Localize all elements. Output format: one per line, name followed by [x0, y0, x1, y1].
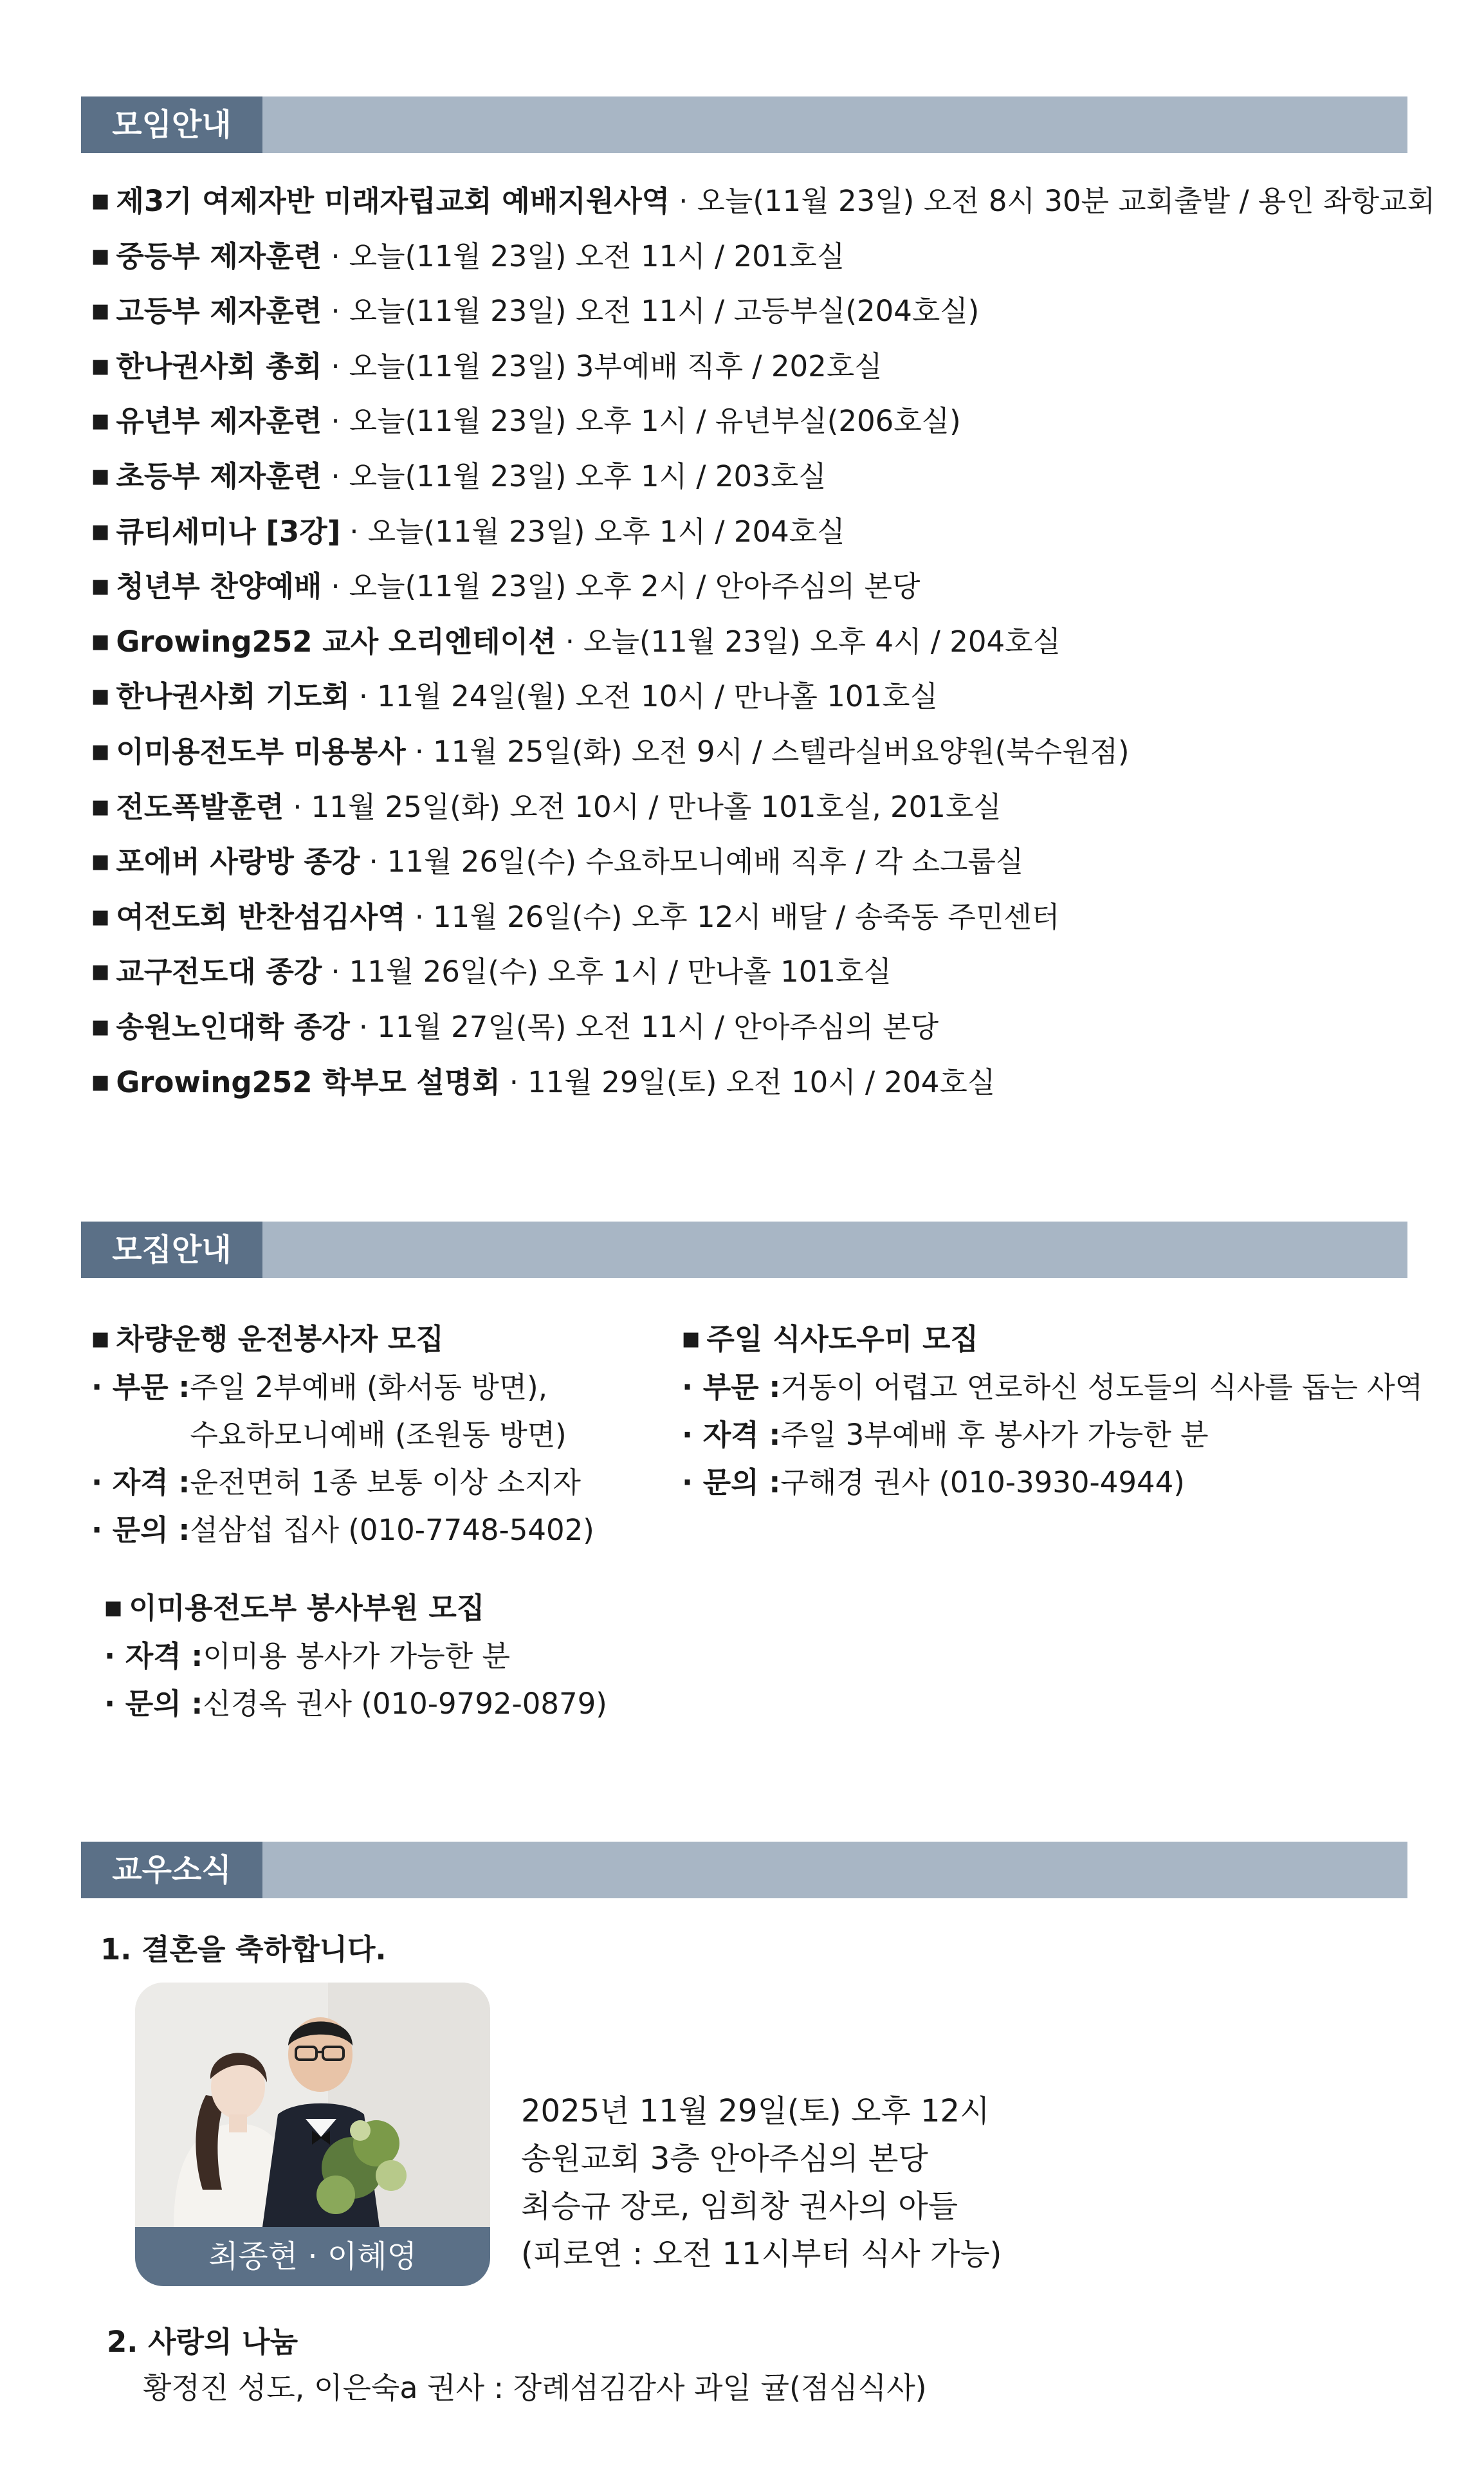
separator-dot: ·: [565, 624, 574, 659]
recruit-row: [682, 1459, 1423, 1507]
section-header-recruit: [81, 1222, 1407, 1278]
separator-dot: ·: [331, 239, 340, 273]
meeting-name: 고등부 제자훈련: [116, 294, 322, 329]
recruit-title: [104, 1584, 607, 1633]
wedding-line: (피로연 : 오전 11시부터 식사 가능): [521, 2236, 1002, 2272]
meeting-detail: 오늘(11월 23일) 오전 11시 / 고등부실(204호실): [349, 294, 980, 329]
meeting-item: [91, 1000, 1429, 1055]
bullet-square-icon: ■: [91, 410, 110, 433]
meeting-list: [91, 174, 1436, 1110]
meeting-detail: 11월 25일(화) 오전 10시 / 만나홀 101호실, 201호실: [311, 789, 1002, 824]
meeting-name: 청년부 찬양예배: [116, 569, 322, 604]
separator-dot: ·: [331, 349, 340, 383]
meeting-item: [91, 614, 1429, 670]
meeting-item: [91, 174, 1436, 229]
meeting-detail: 오늘(11월 23일) 오전 8시 30분 교회출발 / 용인 좌항교회: [697, 184, 1436, 218]
wedding-photo: [135, 1983, 490, 2286]
recruit-row-value: 주일 2부예배 (화서동 방면),: [190, 1370, 548, 1404]
wedding-line: 송원교회 3층 안아주심의 본당: [521, 2141, 928, 2177]
separator-dot: ·: [358, 679, 369, 714]
recruit-row-values: [190, 1507, 594, 1554]
bullet-square-icon: ■: [91, 1328, 110, 1350]
recruit-title-text: 이미용전도부 봉사부원 모집: [129, 1591, 485, 1625]
recruit-row: [682, 1364, 1423, 1411]
recruit-row-label: · 문의 :: [682, 1465, 781, 1499]
meeting-item: [91, 229, 1429, 284]
recruit-row-label: · 문의 :: [91, 1513, 190, 1547]
meeting-item: [91, 559, 1429, 614]
recruit-driver-volunteers: [91, 1315, 594, 1554]
meeting-detail: 오늘(11월 23일) 오전 11시 / 201호실: [349, 239, 845, 273]
meeting-detail: 11월 29일(토) 오전 10시 / 204호실: [527, 1065, 996, 1099]
recruit-row-value: 수요하모니예배 (조원동 방면): [190, 1418, 567, 1452]
meeting-item: [91, 724, 1429, 780]
recruit-row-values: [780, 1364, 1423, 1411]
bullet-square-icon: ■: [91, 520, 110, 543]
bullet-square-icon: ■: [91, 244, 110, 268]
separator-dot: ·: [331, 955, 340, 989]
meeting-detail: 오늘(11월 23일) 3부예배 직후 / 202호실: [349, 349, 883, 383]
separator-dot: ·: [414, 899, 425, 934]
recruit-row: [91, 1507, 594, 1554]
recruit-row-label: · 자격 :: [91, 1465, 190, 1499]
meeting-detail: 오늘(11월 23일) 오후 4시 / 204호실: [583, 624, 1061, 659]
recruit-title-text: 차량운행 운전봉사자 모집: [116, 1322, 444, 1356]
separator-dot: ·: [331, 294, 340, 329]
meeting-detail: 11월 27일(목) 오전 11시 / 안아주심의 본당: [377, 1009, 939, 1044]
recruit-title: [682, 1315, 1423, 1364]
meeting-name: Growing252 교사 오리엔테이션: [116, 624, 556, 659]
meeting-item: [91, 890, 1429, 945]
meeting-item: [91, 944, 1429, 1000]
recruit-row-label: · 부문 :: [682, 1370, 781, 1404]
bullet-square-icon: ■: [91, 1015, 110, 1038]
separator-dot: ·: [293, 789, 302, 824]
bullet-square-icon: ■: [91, 960, 110, 984]
meeting-name: 큐티세미나 [3강]: [116, 514, 341, 549]
recruit-row-values: [190, 1364, 566, 1459]
sharing-heading: 2. 사랑의 나눔: [107, 2325, 298, 2359]
recruit-row-values: [203, 1680, 607, 1728]
meeting-name: 유년부 제자훈련: [116, 404, 322, 439]
meeting-item: [91, 1055, 1429, 1110]
recruit-row-values: [203, 1633, 510, 1680]
recruit-row-label: · 자격 :: [104, 1639, 203, 1673]
meeting-name: 이미용전도부 미용봉사: [116, 734, 406, 769]
recruit-title: [91, 1315, 594, 1364]
recruit-row-label: · 문의 :: [104, 1687, 203, 1721]
recruit-title-text: 주일 식사도우미 모집: [706, 1322, 978, 1356]
bullet-square-icon: ■: [91, 1070, 110, 1094]
recruit-meal-helpers: [682, 1315, 1423, 1507]
couple-names: 최종현 · 이혜영: [135, 2227, 490, 2286]
separator-dot: ·: [358, 1009, 369, 1044]
recruit-row: [682, 1411, 1423, 1459]
meeting-detail: 11월 24일(월) 오전 10시 / 만나홀 101호실: [377, 679, 939, 714]
meeting-name: 중등부 제자훈련: [116, 239, 322, 273]
separator-dot: ·: [331, 569, 340, 604]
separator-dot: ·: [679, 184, 688, 218]
meeting-item: [91, 834, 1429, 890]
meeting-item: [91, 504, 1429, 560]
separator-dot: ·: [331, 459, 340, 493]
meeting-item: [91, 449, 1429, 504]
bullet-square-icon: ■: [91, 905, 110, 928]
meeting-item: [91, 339, 1429, 394]
recruit-row-values: [780, 1459, 1184, 1507]
recruit-row-values: [190, 1459, 581, 1507]
separator-dot: ·: [414, 734, 425, 769]
recruit-row-value: 이미용 봉사가 가능한 분: [203, 1639, 510, 1673]
sharing-text: 황정진 성도, 이은숙a 권사 : 장례섬김감사 과일 귤(점심식사): [143, 2370, 927, 2405]
bullet-square-icon: ■: [91, 190, 110, 212]
recruit-row: [91, 1459, 594, 1507]
recruit-row: [104, 1633, 607, 1680]
recruit-row-value: 설삼섭 집사 (010-7748-5402): [190, 1513, 594, 1547]
bullet-square-icon: ■: [91, 685, 110, 708]
meeting-name: Growing252 학부모 설명회: [116, 1065, 500, 1099]
recruit-row-values: [780, 1411, 1208, 1459]
meeting-detail: 11월 26일(수) 오후 1시 / 만나홀 101호실: [349, 955, 892, 989]
separator-dot: ·: [509, 1065, 519, 1099]
bullet-square-icon: ■: [91, 850, 110, 874]
recruit-row-value: 운전면허 1종 보통 이상 소지자: [190, 1465, 581, 1499]
separator-dot: ·: [369, 845, 378, 879]
recruit-row: [91, 1364, 594, 1459]
meeting-name: 제3기 여제자반 미래자립교회 예배지원사역: [116, 184, 670, 218]
meeting-detail: 오늘(11월 23일) 오후 1시 / 203호실: [349, 459, 827, 493]
bullet-square-icon: ■: [91, 354, 110, 378]
meeting-item: [91, 284, 1429, 339]
bullet-square-icon: ■: [91, 740, 110, 763]
section-title-recruit: 모집안내: [81, 1222, 262, 1278]
recruit-beauty-volunteers: [104, 1584, 607, 1728]
couple-photo-illustration: [135, 1983, 490, 2227]
bullet-square-icon: ■: [91, 575, 110, 598]
meeting-item: [91, 669, 1429, 724]
meeting-name: 교구전도대 종강: [116, 955, 322, 989]
meeting-detail: 11월 26일(수) 오후 12시 배달 / 송죽동 주민센터: [433, 899, 1060, 934]
meeting-detail: 오늘(11월 23일) 오후 2시 / 안아주심의 본당: [349, 569, 921, 604]
recruit-row-value: 구해경 권사 (010-3930-4944): [780, 1465, 1185, 1499]
meeting-detail: 오늘(11월 23일) 오후 1시 / 유년부실(206호실): [349, 404, 961, 439]
meeting-item: [91, 394, 1429, 449]
meeting-name: 한나권사회 기도회: [116, 679, 350, 714]
separator-dot: ·: [331, 404, 340, 439]
meeting-name: 초등부 제자훈련: [116, 459, 322, 493]
meeting-detail: 11월 26일(수) 수요하모니예배 직후 / 각 소그룹실: [387, 845, 1024, 879]
recruit-row-label: · 자격 :: [682, 1418, 781, 1452]
section-title-news: 교우소식: [81, 1842, 262, 1898]
bullet-square-icon: ■: [91, 630, 110, 653]
wedding-line: 최승규 장로, 임희창 권사의 아들: [521, 2188, 958, 2224]
section-title-meetings: 모임안내: [81, 96, 262, 153]
meeting-item: [91, 780, 1429, 835]
bullet-square-icon: ■: [91, 464, 110, 488]
meeting-name: 전도폭발훈련: [116, 789, 284, 824]
separator-dot: ·: [349, 514, 359, 549]
bullet-square-icon: ■: [91, 795, 110, 818]
bullet-square-icon: ■: [91, 300, 110, 323]
meeting-name: 한나권사회 총회: [116, 349, 322, 383]
bullet-square-icon: ■: [682, 1328, 701, 1350]
wedding-details: [521, 2087, 1002, 2278]
recruit-row: [104, 1680, 607, 1728]
bullet-square-icon: ■: [104, 1597, 123, 1619]
recruit-row-value: 신경옥 권사 (010-9792-0879): [203, 1687, 607, 1721]
section-header-news: [81, 1842, 1407, 1898]
wedding-line: 2025년 11월 29일(토) 오후 12시: [521, 2093, 990, 2129]
meeting-name: 여전도회 반찬섬김사역: [116, 899, 406, 934]
meeting-name: 포에버 사랑방 종강: [116, 845, 360, 879]
recruit-row-value: 거동이 어렵고 연로하신 성도들의 식사를 돕는 사역: [780, 1370, 1424, 1404]
section-header-meetings: [81, 96, 1407, 153]
recruit-row-label: · 부문 :: [91, 1370, 190, 1404]
recruit-row-value: 주일 3부예배 후 봉사가 가능한 분: [780, 1418, 1209, 1452]
meeting-name: 송원노인대학 종강: [116, 1009, 350, 1044]
wedding-heading: 1. 결혼을 축하합니다.: [100, 1932, 387, 1966]
meeting-detail: 11월 25일(화) 오전 9시 / 스텔라실버요양원(북수원점): [433, 734, 1130, 769]
meeting-detail: 오늘(11월 23일) 오후 1시 / 204호실: [367, 514, 845, 549]
